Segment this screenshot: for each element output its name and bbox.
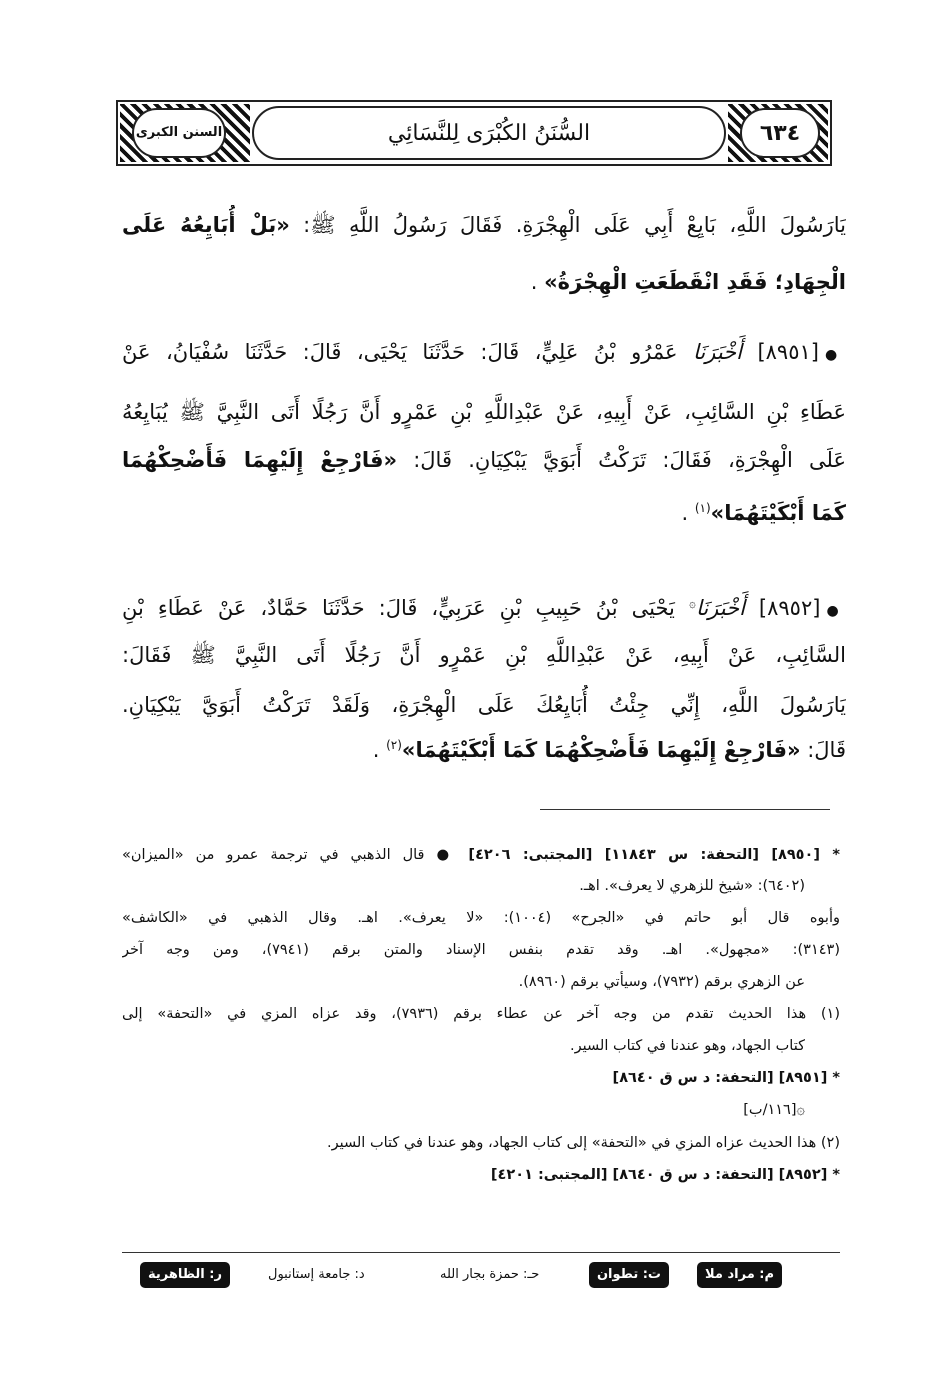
footnote-line (122, 842, 840, 868)
text-segment: . (681, 501, 695, 525)
footnote-segment: عن الزهري برقم (٧٩٣٢)، وسيأتي برقم (٨٩٦٠). (518, 974, 805, 990)
footnote-segment: (٣١٤٣): «مجهول». اهـ. وقد تقدم بنفس الإسناد والمتن برقم (٧٩٤١)، ومن وجه آخر (122, 942, 840, 958)
footnote-line (122, 1065, 840, 1091)
footnote-line (122, 1097, 805, 1123)
text-segment: . (530, 270, 545, 294)
text-line (122, 685, 846, 725)
text-line (122, 205, 846, 245)
text-segment: عَلَى الْهِجْرَةِ، فَقَالَ: تَرَكْتُ أَبَوَيَّ يَبْكِيَانِ. قَالَ: (397, 448, 846, 472)
text-segment: . (372, 738, 387, 762)
text-segment: عَطَاءِ بْنِ السَّائِبِ، عَنْ أَبِيهِ، عَنْ عَبْدِاللَّهِ بْنِ عَمْرٍو أَنَّ رَجُلًا أَتَى النَّبِيَّ ﷺ يُبَايِعُهُ (122, 400, 846, 424)
footnote-segment: * [٨٩٥٠] [التحفة: س ١١٨٤٣] [المجتبى: ٤٢٠٦] (468, 847, 840, 863)
hadith-bullet: ● (824, 347, 846, 363)
text-segment: «بَلْ أُبَايِعُهُ عَلَى (122, 213, 290, 237)
footnote-segment: (١) هذا الحديث تقدم من وجه آخر عن عطاء برقم (٧٩٣٦)، وقد عزاه المزي في «التحفة» إلى (122, 1006, 840, 1022)
footnote-line (122, 1033, 805, 1059)
manuscript-label-r: ر: الظاهرية (140, 1262, 230, 1288)
page-number: ٦٣٤ (759, 120, 801, 146)
text-segment: [٨٩٥٢] (744, 596, 821, 620)
series-logo (132, 108, 226, 158)
footnote-segment: ● قال الذهبي في ترجمة عمرو من «الميزان» (122, 847, 469, 863)
footnote-segment: * [٨٩٥١] [التحفة: د س ق ٨٦٤٠] (612, 1070, 840, 1086)
footnote-line (122, 1001, 840, 1027)
footnote-segment: * [٨٩٥٢] [التحفة: د س ق ٨٦٤٠] [المجتبى: ٤٢٠١] (490, 1167, 840, 1183)
manuscript-label-h: حـ: حمزة بجار الله (440, 1267, 540, 1282)
footnote-separator (540, 809, 830, 810)
footnote-line (122, 1162, 840, 1188)
footer-separator (122, 1252, 840, 1253)
footnote-line (122, 873, 805, 899)
running-title-box (252, 106, 726, 160)
text-segment: أَخْبَرَنَا (695, 596, 745, 620)
footnote-segment: وأبوه قال أبو حاتم في «الجرح» (١٠٠٤): «لا يعرف». اهـ. وقال الذهبي في «الكاشف» (122, 910, 840, 926)
text-segment: أَخْبَرَنَا (693, 340, 742, 364)
manuscript-label-d: د: جامعة إستانبول (268, 1267, 365, 1282)
footnote-line (122, 1130, 840, 1156)
footnote-segment: كتاب الجهاد، وهو عندنا في كتاب السير. (569, 1038, 805, 1054)
footnote-segment: ۞[١١٦/ب] (743, 1102, 805, 1118)
page-number-medallion (740, 108, 820, 158)
hadith-bullet: ● (826, 603, 846, 619)
text-line (122, 332, 846, 372)
text-line (122, 440, 846, 480)
text-segment: قَالَ: (800, 738, 846, 762)
footnote-marker: (١) (694, 501, 711, 515)
footnote-segment: (٢) هذا الحديث عزاه المزي في «التحفة» إلى كتاب الجهاد، وهو عندنا في كتاب السير. (326, 1135, 840, 1151)
text-segment: «فَارْجِعْ إِلَيْهِمَا فَأَضْحِكْهُمَا كَمَا أَبْكَيْتَهُمَا» (401, 738, 801, 762)
text-line (122, 635, 846, 675)
footnote-marker: ۞ (688, 596, 696, 610)
text-line (122, 493, 846, 533)
text-line (122, 730, 846, 770)
text-segment: [٨٩٥١] (742, 340, 819, 364)
manuscript-label-m: م: مراد ملا (697, 1262, 782, 1288)
footnote-marker: (٢) (386, 738, 402, 752)
text-segment: يَارَسُولَ اللَّهِ، إِنِّي جِئْتُ أُبَايِعُكَ عَلَى الْهِجْرَةِ، وَلَقَدْ تَرَكْتُ أَبَوَيَّ يَبْكِيَانِ. (122, 693, 846, 717)
text-segment: الْجِهَادِ؛ فَقَدِ انْقَطَعَتِ الْهِجْرَةُ» (544, 270, 846, 294)
text-segment: «فَارْجِعْ إِلَيْهِمَا فَأَضْحِكْهُمَا (122, 448, 398, 472)
footnote-line (122, 905, 840, 931)
text-line (122, 392, 846, 432)
footnote-line (122, 969, 805, 995)
text-line (122, 588, 846, 628)
manuscript-label-t: ت: تطوان (589, 1262, 669, 1288)
footnote-segment: (٦٤٠٢): «شيخ للزهري لا يعرف». اهـ. (579, 878, 805, 894)
text-segment: يَحْيَى بْنُ حَبِيبِ بْنِ عَرَبِيٍّ، قَالَ: حَدَّثَنَا حَمَّادٌ، عَنْ عَطَاءِ بْنِ (122, 596, 689, 620)
logo-text: السنن الكبرى (135, 125, 223, 140)
running-title: السُّنَنُ الكُبْرَى لِلنَّسَائِي (387, 120, 591, 146)
text-segment: كَمَا أَبْكَيْتَهُمَا» (710, 501, 846, 525)
text-segment: السَّائِبِ، عَنْ أَبِيهِ، عَنْ عَبْدِاللَّهِ بْنِ عَمْرٍو أَنَّ رَجُلًا أَتَى النَّبِيَّ ﷺ فَقَالَ: (122, 643, 846, 667)
text-segment: عَمْرُو بْنُ عَلِيٍّ، قَالَ: حَدَّثَنَا يَحْيَى، قَالَ: حَدَّثَنَا سُفْيَانُ، عَنْ (122, 340, 694, 364)
footnote-line (122, 937, 840, 963)
text-segment: يَارَسُولَ اللَّهِ، بَايِعْ أَبِي عَلَى الْهِجْرَةِ. فَقَالَ رَسُولُ اللَّهِ ﷺ: (289, 213, 846, 237)
text-line (122, 262, 846, 302)
